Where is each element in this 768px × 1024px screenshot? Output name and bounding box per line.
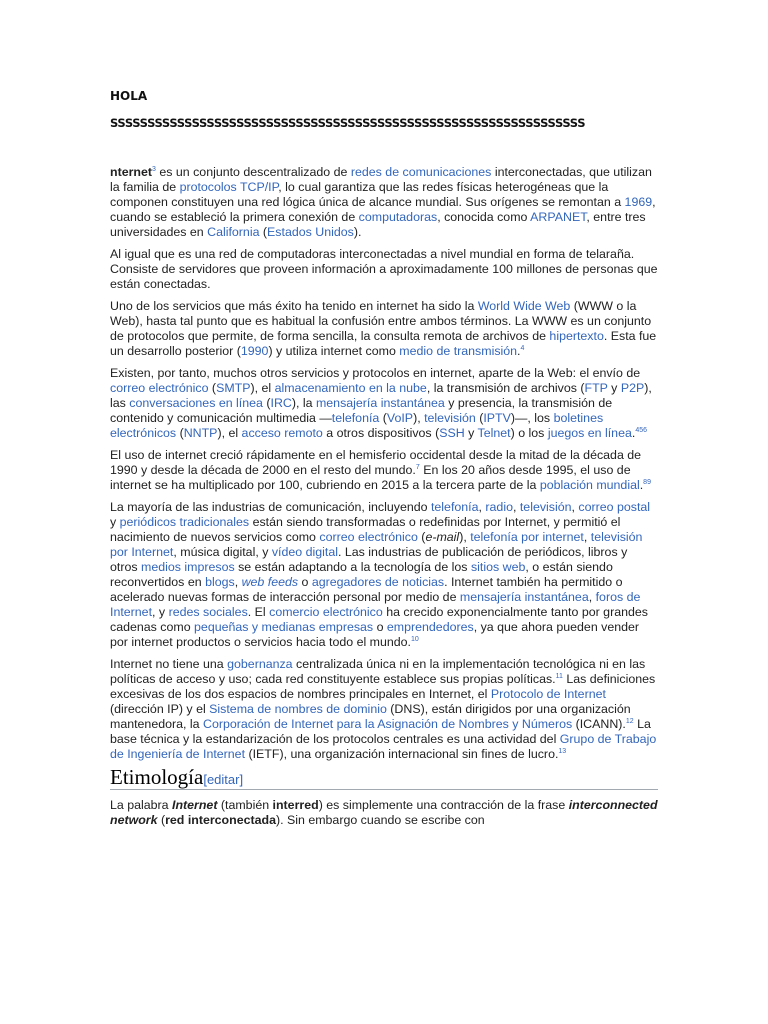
ref-3[interactable]: 3	[152, 165, 156, 173]
ref-13[interactable]: 13	[558, 747, 567, 755]
text: ,	[512, 500, 520, 514]
link-ietf[interactable]: Grupo de Trabajo de Ingeniería de Internet	[110, 732, 657, 761]
link-1990[interactable]: 1990	[240, 344, 269, 358]
text: ,	[571, 500, 579, 514]
text: y	[464, 426, 478, 440]
paragraph-8	[110, 798, 658, 828]
paragraph-3	[110, 299, 658, 359]
text: ), el	[217, 426, 242, 440]
email-italic: e-mail	[425, 530, 460, 544]
link-correo-2[interactable]: correo electrónico	[319, 530, 418, 544]
text: .	[631, 426, 636, 440]
text: o	[373, 620, 387, 634]
link-correo-postal[interactable]: correo postal	[578, 500, 651, 514]
link-hipertexto[interactable]: hipertexto	[549, 329, 604, 343]
text: y presencia, la transmisión de contenido y comunicación multimedia —	[110, 396, 613, 425]
link-www[interactable]: World Wide Web	[477, 299, 571, 313]
link-nntp[interactable]: NNTP	[183, 426, 218, 440]
text: , conocida como	[437, 210, 531, 224]
link-foros[interactable]: foros de Internet	[110, 590, 641, 619]
term-interred: interred	[272, 798, 319, 812]
text: ).	[353, 225, 362, 239]
edit-bracket-close: ]	[239, 772, 244, 787]
section-title: Etimología	[110, 765, 204, 789]
text: ) y utiliza internet como	[268, 344, 400, 358]
link-nube[interactable]: almacenamiento en la nube	[274, 381, 427, 395]
link-1969[interactable]: 1969	[624, 195, 653, 209]
link-mensajeria-2[interactable]: mensajería instantánea	[459, 590, 589, 604]
text: y	[607, 381, 621, 395]
link-poblacion[interactable]: población mundial	[539, 478, 640, 492]
text: se están adaptando a la tecnología de los	[234, 560, 471, 574]
text: a otros dispositivos (	[322, 426, 440, 440]
link-acceso-remoto[interactable]: acceso remoto	[241, 426, 323, 440]
text: La base técnica y la estandarización de los protocolos centrales es una actividad del	[110, 717, 651, 746]
link-icann[interactable]: Corporación de Internet para la Asignación de Nombres y Números	[203, 717, 573, 731]
link-comercio[interactable]: comercio electrónico	[269, 605, 383, 619]
text: (también	[217, 798, 273, 812]
text: (dirección IP) y el	[110, 702, 210, 716]
ref-12[interactable]: 12	[625, 717, 634, 725]
link-dns[interactable]: Sistema de nombres de dominio	[209, 702, 387, 716]
text: , entre tres universidades en	[110, 210, 646, 239]
text: Internet no tiene una	[110, 657, 228, 671]
paragraph-1	[110, 165, 658, 240]
link-telefonia-internet[interactable]: telefonía por internet	[470, 530, 584, 544]
text: (DNS), están dirigidos por una organización mantenedora, la	[110, 702, 631, 731]
text: El uso de internet creció rápidamente en el hemisferio occidental desde la mitad de la década de 1990 y desde la década de 2000 en el resto del mundo.	[110, 448, 642, 477]
link-telefonia[interactable]: telefonía	[331, 411, 380, 425]
text: La mayoría de las industrias de comunicación, incluyendo	[110, 500, 431, 514]
text: Existen, por tanto, muchos otros servicios y protocolos en internet, aparte de la Web: el envío de	[110, 366, 641, 380]
link-mensajeria[interactable]: mensajería instantánea	[315, 396, 445, 410]
article-body	[110, 165, 658, 835]
link-blogs[interactable]: blogs	[205, 575, 235, 589]
link-medios-impresos[interactable]: medios impresos	[141, 560, 235, 574]
link-ftp[interactable]: FTP	[584, 381, 608, 395]
text: . El	[247, 605, 270, 619]
text: , ya que ahora pueden vender por internet productos o servicios hacia todo el mundo.	[110, 620, 640, 649]
text: ),	[413, 411, 425, 425]
text: es un conjunto descentralizado de	[155, 165, 351, 179]
link-telnet[interactable]: Telnet	[477, 426, 511, 440]
link-p2p[interactable]: P2P	[620, 381, 645, 395]
link-protocolos[interactable]: protocolos TCP/IP	[179, 180, 279, 194]
link-redes[interactable]: redes de comunicaciones	[350, 165, 492, 179]
ref-4[interactable]: 4	[520, 344, 525, 352]
link-gobernanza[interactable]: gobernanza	[227, 657, 293, 671]
link-telefonia-2[interactable]: telefonía	[430, 500, 479, 514]
link-emprendedores[interactable]: emprendedores	[386, 620, 474, 634]
text: Las definiciones excesivas de los dos espacios de nombres principales en Internet, el	[110, 672, 656, 701]
link-arpanet[interactable]: ARPANET	[530, 210, 587, 224]
text: ,	[583, 530, 591, 544]
text: ,	[478, 500, 486, 514]
text: ), la	[291, 396, 316, 410]
link-smtp[interactable]: SMTP	[216, 381, 251, 395]
text: (	[475, 411, 484, 425]
text: , la transmisión de archivos (	[426, 381, 585, 395]
text: (	[379, 411, 387, 425]
edit-link[interactable]	[203, 772, 243, 787]
ref-89[interactable]: 89	[643, 478, 651, 486]
link-television[interactable]: televisión	[424, 411, 476, 425]
text: En los 20 años desde 1995, el uso de internet se ha multiplicado por 100, cubriendo en 2015 a la tercera parte de la	[110, 463, 631, 492]
paragraph-6	[110, 500, 658, 650]
link-juegos[interactable]: juegos en línea	[547, 426, 632, 440]
paragraph-5	[110, 448, 658, 493]
text: La palabra	[110, 798, 173, 812]
term-red-interconectada: red interconectada	[165, 813, 276, 827]
text: (	[262, 396, 271, 410]
text: y	[110, 515, 120, 529]
text: , lo cual garantiza que las redes físicas heterogéneas que la componen constituyen una red lógica única de alcance mundial. Sus orígenes se remontan a	[110, 180, 625, 209]
link-conversaciones[interactable]: conversaciones en línea	[129, 396, 263, 410]
text: ,	[234, 575, 242, 589]
text: (	[157, 813, 166, 827]
text: )—, los	[510, 411, 554, 425]
text: , música digital, y	[173, 545, 272, 559]
text: (WWW o la Web), hasta tal punto que es habitual la confusión entre ambos términos. La WWW es un conjunto de protocolos que permite, de forma sencilla, la consulta remota de archivos de	[110, 299, 652, 343]
link-redes-sociales[interactable]: redes sociales	[168, 605, 248, 619]
text: o	[298, 575, 312, 589]
ref-11[interactable]: 11	[555, 672, 563, 680]
text: ),	[459, 530, 471, 544]
text: ) o los	[510, 426, 548, 440]
link-voip[interactable]: VoIP	[386, 411, 414, 425]
link-irc[interactable]: IRC	[270, 396, 292, 410]
link-correo[interactable]: correo electrónico	[110, 381, 209, 395]
edit-bracket-open: [	[203, 772, 207, 787]
ref-7[interactable]: 7	[415, 463, 420, 471]
edit-label[interactable]: editar	[206, 772, 240, 787]
ref-456[interactable]: 456	[635, 426, 648, 434]
link-california[interactable]: California	[207, 225, 260, 239]
text: interconectadas, que utilizan la familia de	[110, 165, 652, 194]
text: ), el	[250, 381, 275, 395]
text: . Esta fue un desarrollo posterior (	[110, 329, 657, 358]
link-protocolo-internet[interactable]: Protocolo de Internet	[490, 687, 606, 701]
text: (ICANN).	[572, 717, 626, 731]
text: ,	[588, 590, 596, 604]
link-television-2[interactable]: televisión	[519, 500, 572, 514]
term-interconnected-network: interconnected network	[110, 798, 658, 827]
term-internet: Internet	[172, 798, 218, 812]
link-iptv[interactable]: IPTV	[483, 411, 511, 425]
text: . Las industrias de publicación de periódicos, libros y otros	[110, 545, 628, 574]
text: están siendo transformadas o redefinidas por Internet, y permitió el nacimiento de nuevos servicios como	[110, 515, 621, 544]
text: Uno de los servicios que más éxito ha tenido en internet ha sido la	[110, 299, 478, 313]
text: ha crecido exponencialmente tanto por grandes cadenas como	[110, 605, 648, 634]
text: (	[259, 225, 268, 239]
text: ) es simplemente una contracción de la frase	[318, 798, 569, 812]
text: (	[417, 530, 426, 544]
link-web-feeds[interactable]: web feeds	[241, 575, 299, 589]
ref-10[interactable]: 10	[411, 635, 419, 643]
text: (IETF), una organización internacional sin fines de lucro.	[245, 747, 559, 761]
link-periodicos[interactable]: periódicos tradicionales	[119, 515, 250, 529]
link-estados-unidos[interactable]: Estados Unidos	[267, 225, 354, 239]
section-heading-etimologia	[110, 765, 658, 790]
link-ssh[interactable]: SSH	[439, 426, 465, 440]
text: , o están siendo reconvertidos en	[110, 560, 613, 589]
text: .	[639, 478, 644, 492]
link-agregadores[interactable]: agregadores de noticias	[311, 575, 445, 589]
link-television-internet[interactable]: televisión por Internet	[110, 530, 643, 559]
text: , cuando se estableció la primera conexión de	[110, 195, 656, 224]
paragraph-7	[110, 657, 658, 762]
text: (	[208, 381, 217, 395]
text: . Internet también ha permitido o acelerado nuevas formas de interacción personal por medio de	[110, 575, 623, 604]
link-pymes[interactable]: pequeñas y medianas empresas	[194, 620, 374, 634]
link-radio[interactable]: radio	[485, 500, 513, 514]
text: (	[176, 426, 184, 440]
lead-word: nternet	[110, 165, 152, 179]
text: .	[517, 344, 521, 358]
paragraph-2: Al igual que es una red de computadoras interconectadas a nivel mundial en forma de telaraña. Consiste de servidores que proveen información a aproximadamente 100 millones de personas que están conectadas.	[110, 247, 658, 291]
link-sitios-web[interactable]: sitios web	[470, 560, 526, 574]
text: , y	[152, 605, 169, 619]
text: centralizada única ni en la implementación tecnológica ni en las políticas de acceso y uso; cada red constituyente establece sus propias políticas.	[110, 657, 646, 686]
text: ). Sin embargo cuando se escribe con	[275, 813, 485, 827]
paragraph-4	[110, 366, 658, 441]
link-medio-transmision[interactable]: medio de transmisión	[399, 344, 518, 358]
link-video-digital[interactable]: vídeo digital	[271, 545, 338, 559]
doc-subtitle: SSSSSSSSSSSSSSSSSSSSSSSSSSSSSSSSSSSSSSSSSSSSSSSSSSSSSSSSSSSSSSSS	[110, 116, 586, 130]
text: ), las	[110, 381, 652, 410]
link-computadoras[interactable]: computadoras	[358, 210, 438, 224]
doc-title: HOLA	[110, 89, 148, 103]
link-boletines[interactable]: boletines electrónicos	[110, 411, 604, 440]
